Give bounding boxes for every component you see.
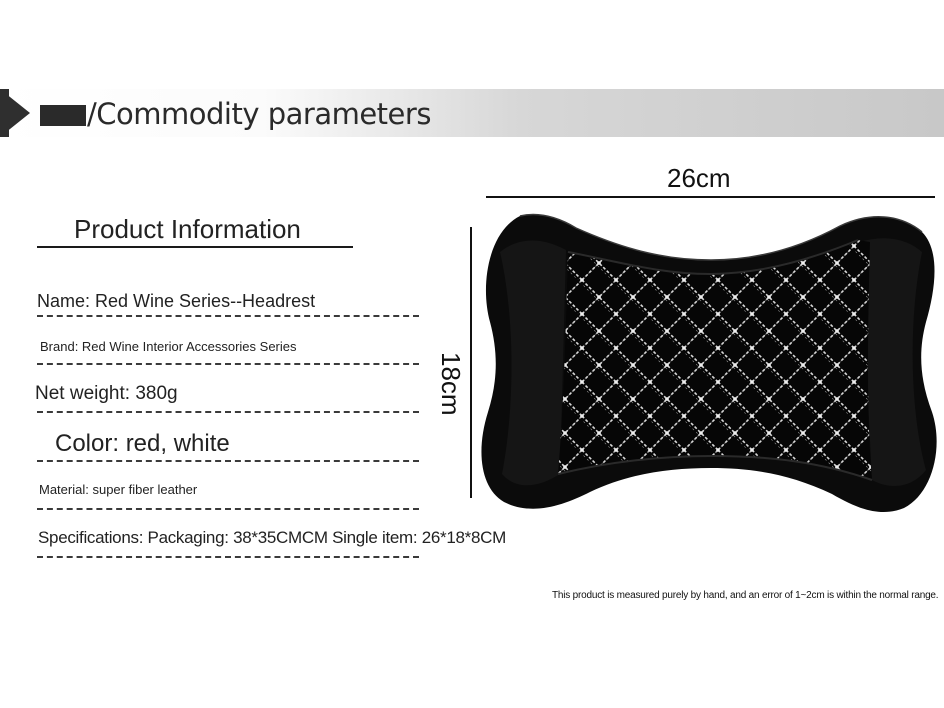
spec-name: Name: Red Wine Series--Headrest [37,291,316,311]
spec-net-weight: Net weight: 380g [35,383,178,404]
banner-title [40,96,431,132]
spec-brand: Brand: Red Wine Interior Accessories Series [40,339,297,354]
spec-material: Material: super fiber leather [39,482,198,497]
height-dimension-line [470,227,472,498]
cjk-placeholder-glyphs [40,105,86,126]
spec-divider [37,411,419,413]
spec-divider [37,363,419,365]
spec-specifications: Specifications: Packaging: 38*35CMCM Single item: 26*18*8CM [38,528,506,547]
headrest-pillow-image [480,212,942,516]
spec-divider [37,315,419,317]
measurement-note: This product is measured purely by hand, and an error of 1~2cm is within the normal range. [552,590,939,601]
spec-divider [37,556,419,558]
banner-arrow-icon [0,89,30,137]
spec-divider [37,460,419,462]
width-dimension-label: 26cm [667,163,731,193]
width-dimension-line [486,196,935,198]
height-dimension-label: 18cm [436,352,466,416]
heading-underline [37,246,353,248]
banner-title-text: /Commodity parameters [87,97,431,131]
spec-divider [37,508,419,510]
spec-color: Color: red, white [55,430,230,457]
product-info-heading: Product Information [74,214,301,244]
